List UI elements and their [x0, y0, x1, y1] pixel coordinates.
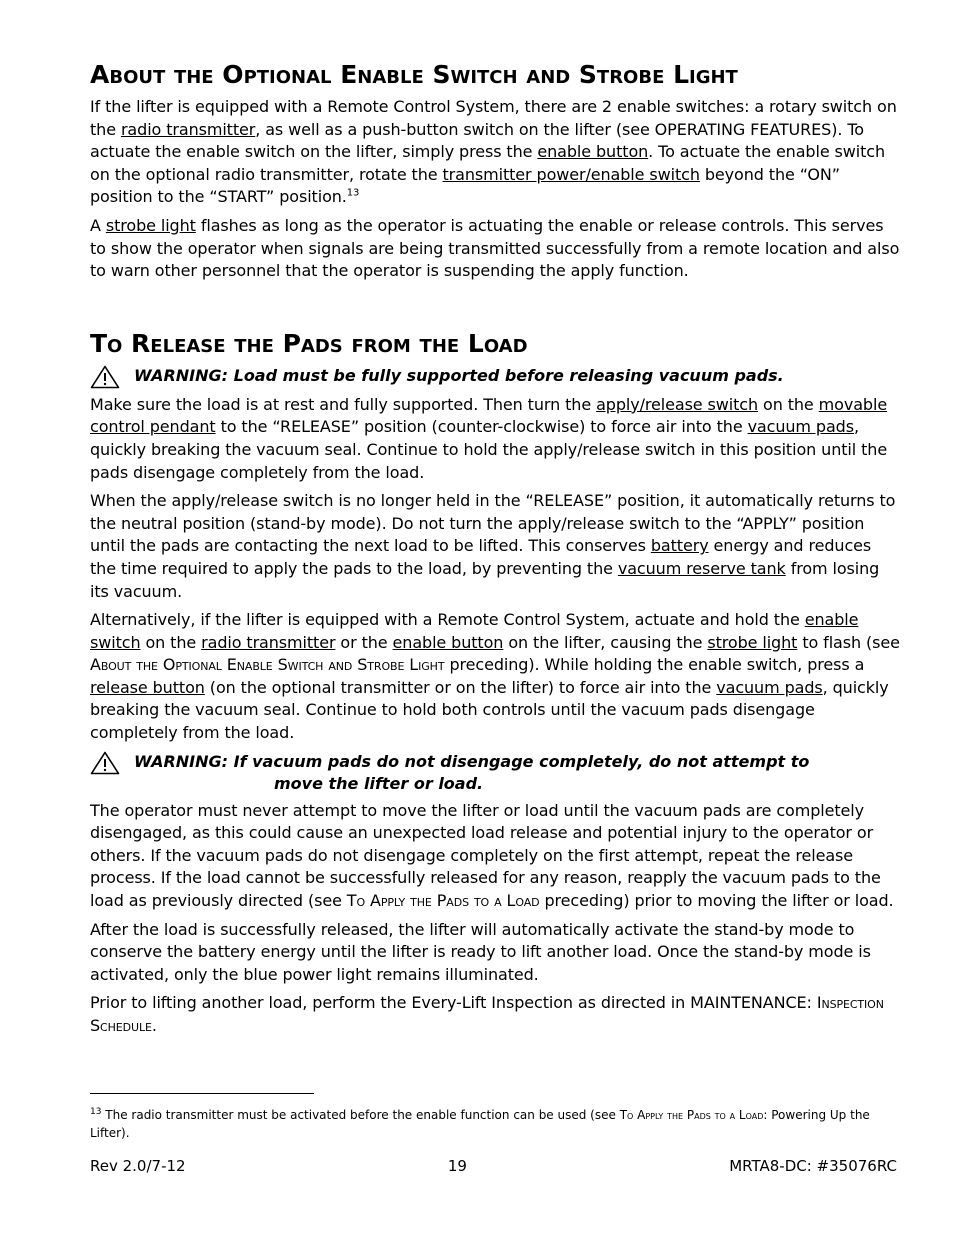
section-heading-release-pads: To Release the Pads from the Load — [90, 328, 528, 358]
footnote-divider — [90, 1093, 314, 1094]
page-footer — [90, 1157, 897, 1175]
warning-triangle-icon — [90, 751, 120, 775]
cross-ref-apply-pads: To Apply the Pads to a Load — [346, 891, 540, 911]
link-movable-control-pendant: movable control pendant — [90, 394, 888, 437]
footer-page-number: 19 — [447, 1157, 467, 1175]
section-heading-enable-switch: About the Optional Enable Switch and Strobe Light — [90, 60, 738, 89]
cross-ref-enable-switch: About the Optional Enable Switch and Strobe Light — [90, 655, 445, 675]
link-enable-button: enable button — [537, 142, 649, 162]
footer-doc-id: MRTA8-DC: #35076RC — [729, 1157, 897, 1175]
paragraph-standby-mode: When the apply/release switch is no longer held in the “RELEASE” position, it automatically returns to the neutral position (stand-by mode). Do not turn the apply/release switch to the “APPLY” position until the pads are contacting the next load to be lifted. This conserves battery energy and reduces the time required to apply the pads to the load, by preventing the vacuum reserve tank from losing its vacuum. — [90, 491, 896, 601]
paragraph-inspection: Prior to lifting another load, perform the Every-Lift Inspection as directed in MAINTENANCE: Inspection Schedule. — [90, 993, 884, 1035]
cross-ref-inspection-schedule: Inspection Schedule — [90, 993, 884, 1035]
warning-load-supported: WARNING: Load must be fully supported before releasing vacuum pads. — [90, 365, 900, 389]
footnote-ref-13: 13 — [346, 188, 360, 200]
link-battery: battery — [650, 536, 709, 556]
link-radio-transmitter: radio transmitter — [120, 119, 256, 139]
paragraph-never-move: The operator must never attempt to move the lifter or load until the vacuum pads are completely disengaged, as this could cause an unexpected load release and potential injury to the operator or others. If the vacuum pads do not disengage completely on the first attempt, repeat the release process. If the load cannot be successfully released for any reason, reapply the vacuum pads to the load as previously directed (see To Apply the Pads to a Load preceding) prior to moving the lifter or load. — [90, 800, 894, 911]
link-enable-button: enable button — [392, 632, 504, 652]
link-apply-release-switch: apply/release switch — [596, 394, 759, 414]
link-transmitter-power-switch: transmitter power/enable switch — [442, 164, 700, 184]
paragraph-after-release: After the load is successfully released, the lifter will automatically activate the stand-by mode to conserve the battery energy until the lifter is ready to lift another load. Once the stand-by mode is activated, only the blue power light remains illuminated. — [90, 919, 871, 984]
footer-revision: Rev 2.0/7-12 — [90, 1157, 186, 1175]
paragraph-strobe-light: A strobe light flashes as long as the operator is actuating the enable or release controls. This serves to show the operator when signals are being transmitted successfully from a remote location and also to warn other personnel that the operator is suspending the apply function. — [90, 215, 900, 281]
warning-triangle-icon — [90, 365, 120, 389]
paragraph-release-switch: Make sure the load is at rest and fully supported. Then turn the apply/release switch on the movable control pendant to the “RELEASE” position (counter-clockwise) to force air into the vacuum pads, quickly breaking the vacuum seal. Continue to hold the apply/release switch in this position until the pads disengage completely from the load. — [90, 394, 888, 482]
link-vacuum-reserve-tank: vacuum reserve tank — [617, 558, 786, 578]
paragraph-enable-switches: If the lifter is equipped with a Remote Control System, there are 2 enable switches: a rotary switch on the radio transmitter, as well as a push-button switch on the lifter (see OPERATING FEATURES). To actuate the enable switch on the lifter, simply press the enable button. To actuate the enable switch on the optional radio transmitter, rotate the transmitter power/enable switch beyond the “ON” position to the “START” position.$^{13}$ — [90, 97, 897, 207]
paragraph-remote-release: Alternatively, if the lifter is equipped with a Remote Control System, actuate and hold the enable switch on the radio transmitter or the enable button on the lifter, causing the strobe light to flash (see About the Optional Enable Switch and Strobe Light preceding). While holding the enable switch, press a release button (on the optional transmitter or on the lifter) to force air into the vacuum pads, quickly breaking the vacuum seal. Continue to hold both controls until the vacuum pads disengage completely from the load. — [90, 610, 900, 743]
link-vacuum-pads: vacuum pads — [747, 417, 854, 437]
link-strobe-light: strobe light — [105, 215, 196, 235]
footnote-13: $^{13}$ The radio transmitter must be activated before the enable function can be used (see To Apply the Pads to a Load: Powering Up the Lifter). — [90, 1107, 870, 1140]
link-strobe-light: strobe light — [707, 632, 798, 652]
link-vacuum-pads: vacuum pads — [716, 677, 823, 697]
warning-pads-disengage: WARNING: If vacuum pads do not disengage completely, do not attempt to move the lifter or load. — [90, 751, 900, 795]
page-body — [90, 58, 900, 1044]
cross-ref-apply-pads: To Apply the Pads to a Load — [619, 1108, 764, 1122]
link-release-button: release button — [90, 677, 205, 697]
link-enable-switch: enable switch — [90, 610, 859, 652]
link-radio-transmitter: radio transmitter — [201, 632, 336, 652]
